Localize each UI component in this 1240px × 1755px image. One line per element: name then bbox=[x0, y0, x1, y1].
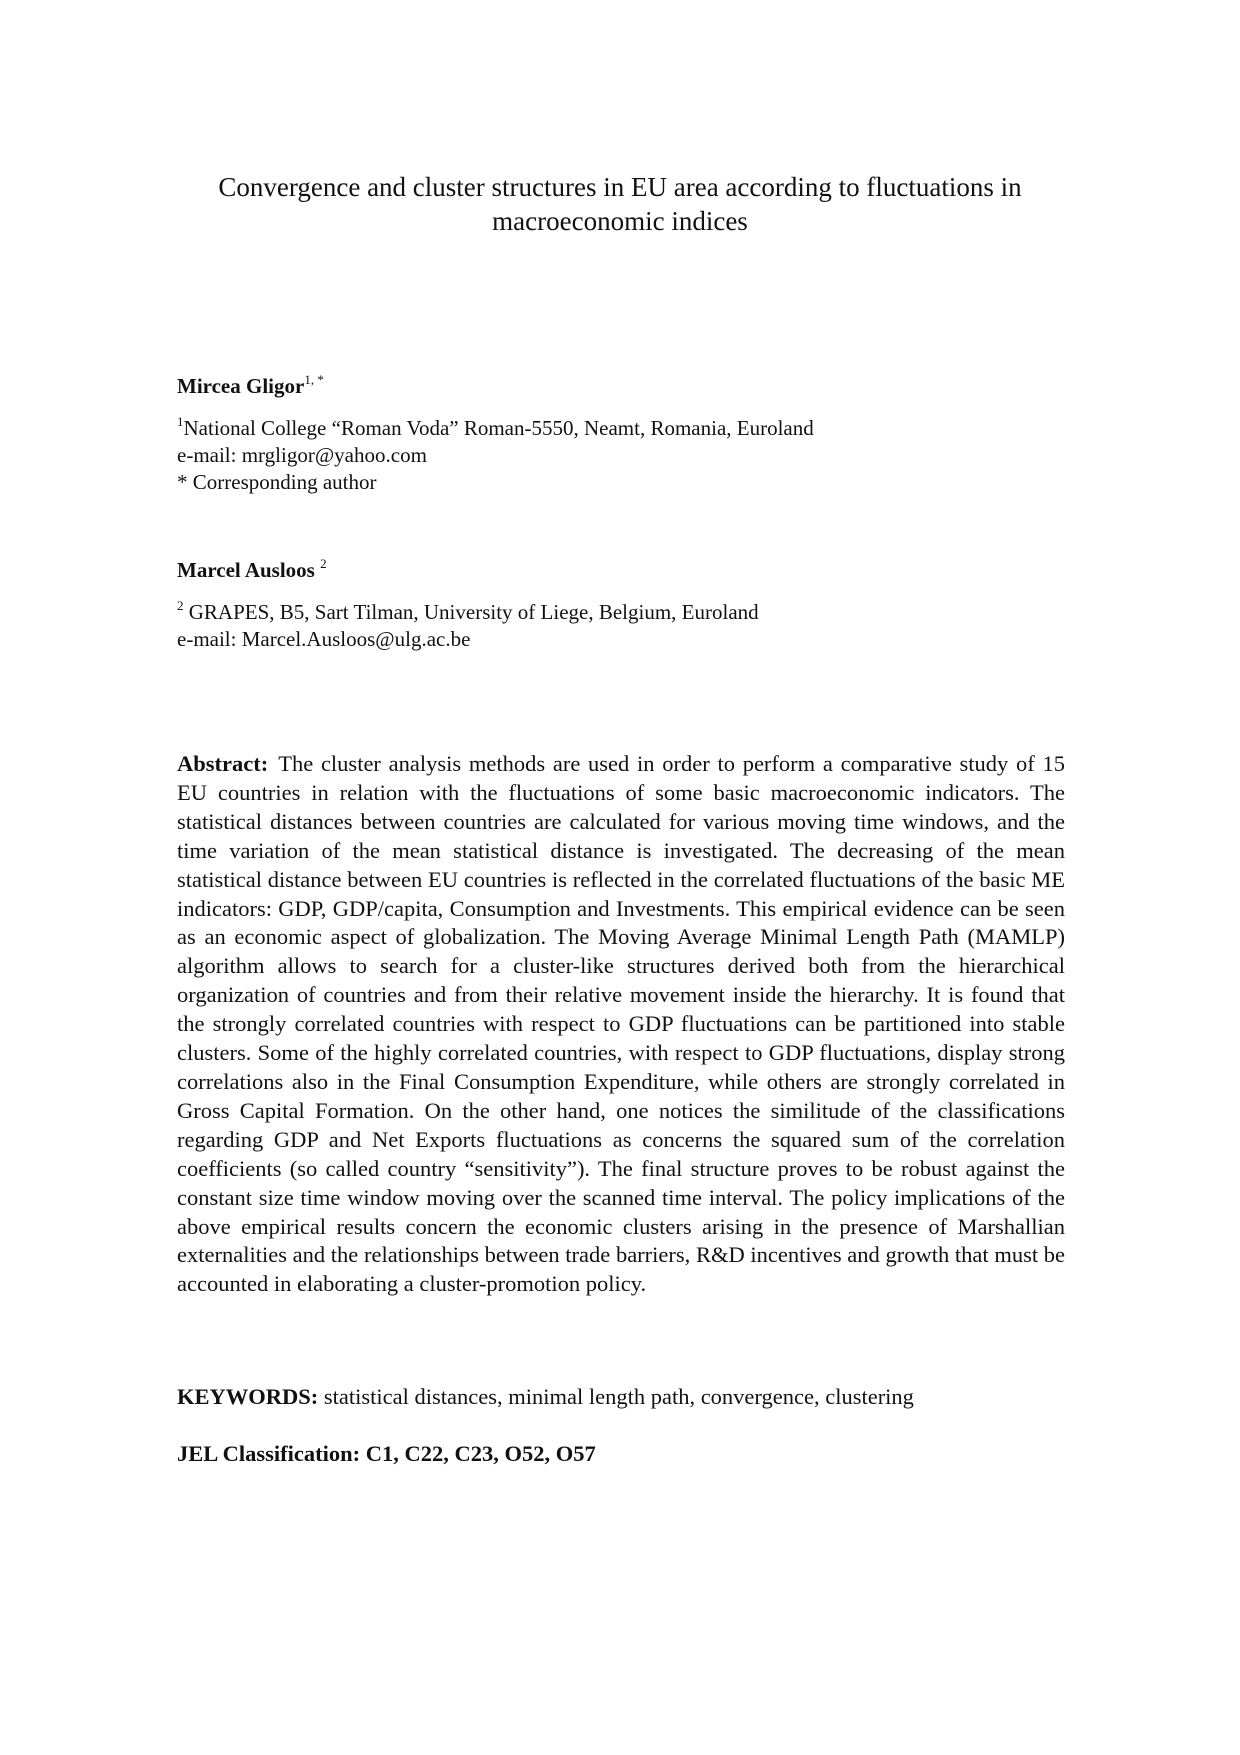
affiliation-2 bbox=[177, 599, 1077, 626]
author-marker: 2 bbox=[320, 556, 327, 571]
author-block-2 bbox=[177, 557, 1077, 653]
author-email-2: e-mail: Marcel.Ausloos@ulg.ac.be bbox=[177, 627, 471, 651]
author-name-2 bbox=[177, 557, 1077, 584]
author-block-1 bbox=[177, 373, 1077, 496]
affiliation-text: National College “Roman Voda” Roman-5550, Neamt, Romania, Euroland bbox=[183, 416, 814, 440]
author-name-text: Mircea Gligor bbox=[177, 374, 305, 398]
author-email-1: e-mail: mrgligor@yahoo.com bbox=[177, 443, 427, 467]
author-name-text: Marcel Ausloos bbox=[177, 558, 315, 582]
abstract-text: The cluster analysis methods are used in order to perform a comparative study of 15 EU countries in relation with the fluctuations of some basic macroeconomic indicators. The statistical distances between countries are calculated for various moving time windows, and the time variation of the mean statistical distance is investigated. The decreasing of the mean statistical distance between EU countries is reflected in the correlated fluctuations of the basic ME indicators: GDP, GDP/capita, Consumption and Investments. This empirical evidence can be seen as an economic aspect of globalization. The Moving Average Minimal Length Path (MAMLP) algorithm allows to search for a cluster-like structures derived both from the hierarchical organization of countries and from their relative movement inside the hierarchy. It is found that the strongly correlated countries with respect to GDP fluctuations can be partitioned into stable clusters. Some of the highly correlated countries, with respect to GDP fluctuations, display strong correlations also in the Final Consumption Expenditure, while others are strongly correlated in Gross Capital Formation. On the other hand, one notices the similitude of the classifications regarding GDP and Net Exports fluctuations as concerns the squared sum of the correlation coefficients (so called country “sensitivity”). The final structure proves to be robust against the constant size time window moving over the scanned time interval. The policy implications of the above empirical results concern the economic clusters arising in the presence of Marshallian externalities and the relationships between trade barriers, R&D incentives and growth that must be accounted in elaborating a cluster-promotion policy. bbox=[177, 751, 1065, 1297]
keywords-text: statistical distances, minimal length path, convergence, clustering bbox=[323, 1384, 914, 1409]
paper-title: Convergence and cluster structures in EU area according to fluctuations in macroeconomic indices bbox=[218, 172, 1022, 236]
corresponding-author-note: * Corresponding author bbox=[177, 470, 377, 494]
keywords-label: KEYWORDS: bbox=[177, 1384, 319, 1409]
affiliation-marker: 1 bbox=[177, 414, 184, 429]
author-marker: 1, * bbox=[304, 372, 324, 387]
abstract bbox=[177, 750, 1065, 1299]
affiliation-1 bbox=[177, 415, 1077, 442]
jel-classification: JEL Classification: C1, C22, C23, O52, O57 bbox=[177, 1441, 596, 1466]
author-name-1 bbox=[177, 373, 1077, 400]
affiliation-marker: 2 bbox=[177, 598, 184, 613]
abstract-label: Abstract: bbox=[177, 751, 269, 776]
keywords bbox=[177, 1383, 1077, 1411]
affiliation-text: GRAPES, B5, Sart Tilman, University of Liege, Belgium, Euroland bbox=[188, 600, 759, 624]
